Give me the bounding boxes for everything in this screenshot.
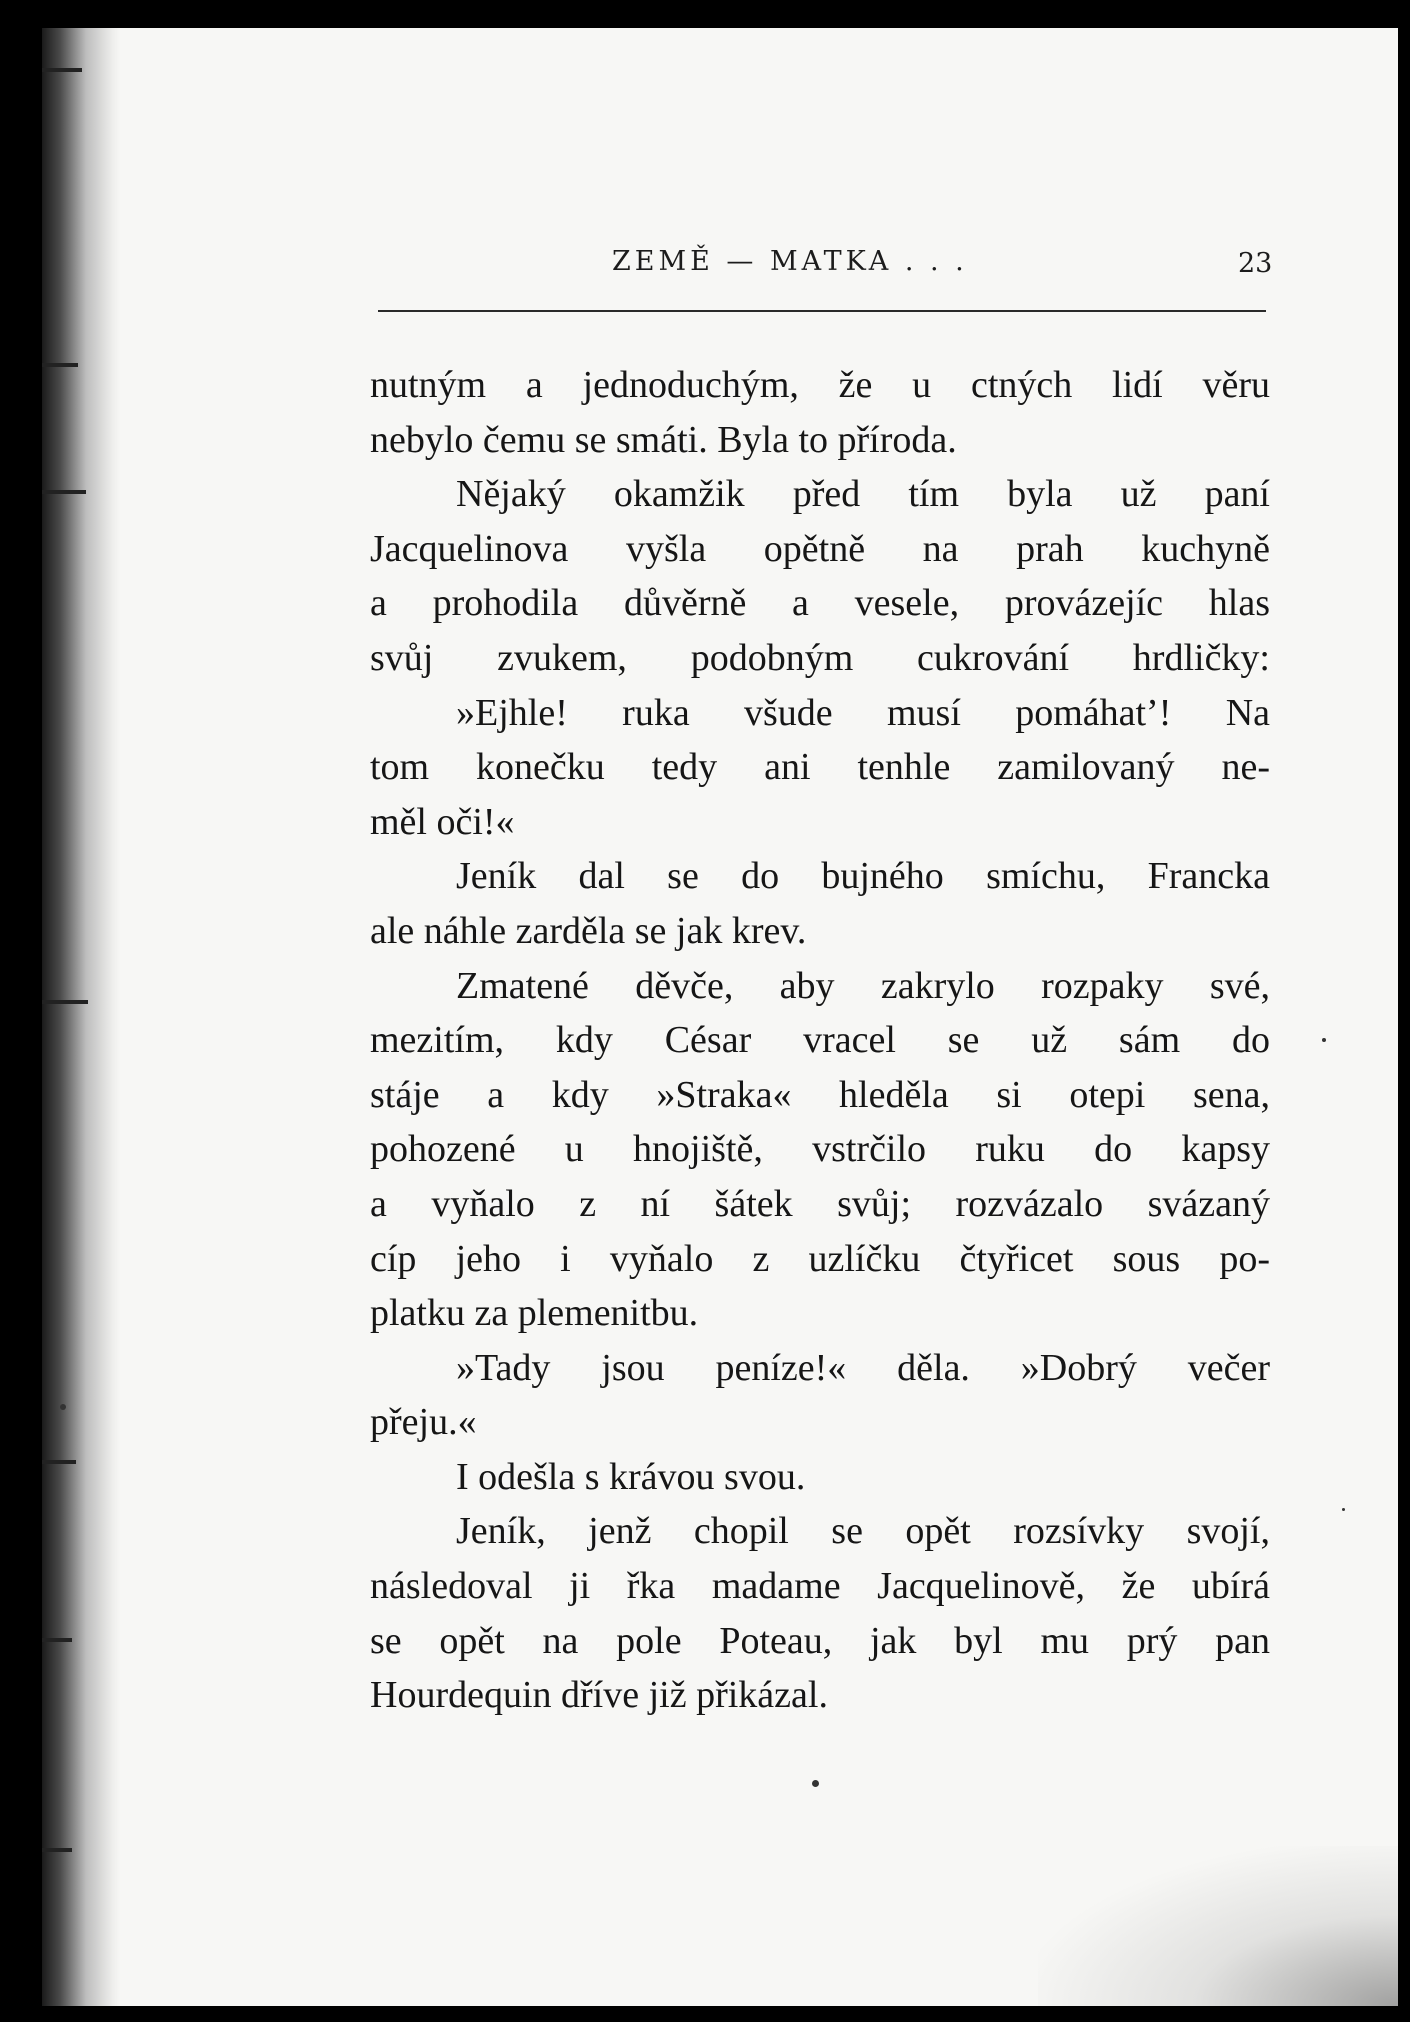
paper-speck bbox=[60, 1404, 66, 1410]
page-corner-shadow bbox=[1038, 1846, 1398, 2006]
text-line: a prohodila důvěrně a vesele, provázejíc hlas bbox=[370, 582, 1270, 625]
text-line: Jeník, jenž chopil se opět rozsívky svojí, bbox=[456, 1510, 1270, 1553]
page-number: 23 bbox=[1238, 248, 1273, 279]
book-page bbox=[42, 28, 1398, 2006]
paper-speck bbox=[812, 1780, 819, 1787]
paper-speck bbox=[1322, 1038, 1326, 1042]
text-line: »Ejhle! ruka všude musí pomáhat’! Na bbox=[456, 691, 1270, 734]
spine-mark bbox=[42, 490, 86, 494]
text-line: Zmatené děvče, aby zakrylo rozpaky své, bbox=[456, 964, 1270, 1007]
text-line: nutným a jednoduchým, že u ctných lidí věru bbox=[370, 364, 1270, 406]
text-line: tom konečku tedy ani tenhle zamilovaný ne- bbox=[370, 746, 1270, 789]
spine-mark bbox=[42, 1848, 72, 1852]
spine-mark bbox=[42, 68, 82, 72]
spine-mark bbox=[42, 1000, 88, 1004]
text-line: Jacquelinova vyšla opětně na prah kuchyně bbox=[370, 527, 1270, 570]
text-line: Jeník dal se do bujného smíchu, Francka bbox=[456, 855, 1270, 898]
header-rule bbox=[378, 310, 1266, 312]
text-line: přeju.« bbox=[370, 1401, 477, 1444]
body-text bbox=[370, 358, 1270, 1723]
text-line: měl oči!« bbox=[370, 800, 515, 843]
text-line: platku za plemenitbu. bbox=[370, 1292, 699, 1335]
text-line: nebylo čemu se smáti. Byla to příroda. bbox=[370, 418, 957, 461]
text-line: Hourdequin dříve již přikázal. bbox=[370, 1674, 828, 1717]
spine-mark bbox=[42, 1460, 76, 1464]
paper-speck bbox=[1342, 1508, 1345, 1511]
running-header: ZEMĚ — MATKA . . . bbox=[612, 246, 968, 277]
text-line: cíp jeho i vyňalo z uzlíčku čtyřicet sous po- bbox=[370, 1237, 1270, 1280]
text-line: a vyňalo z ní šátek svůj; rozvázalo svázaný bbox=[370, 1182, 1270, 1225]
text-line: »Tady jsou peníze!« děla. »Dobrý večer bbox=[456, 1346, 1270, 1389]
text-line: následoval ji řka madame Jacquelinově, že ubírá bbox=[370, 1565, 1270, 1608]
text-line: ale náhle zarděla se jak krev. bbox=[370, 909, 807, 952]
spine-mark bbox=[42, 1638, 72, 1642]
book-spine-shadow bbox=[42, 28, 120, 2006]
text-line: Nějaký okamžik před tím byla už paní bbox=[456, 473, 1270, 516]
text-line: stáje a kdy »Straka« hleděla si otepi sena, bbox=[370, 1073, 1270, 1116]
text-line: mezitím, kdy César vracel se už sám do bbox=[370, 1019, 1270, 1062]
text-line: svůj zvukem, podobným cukrování hrdličky: bbox=[370, 636, 1270, 679]
text-line: I odešla s krávou svou. bbox=[456, 1455, 806, 1498]
spine-mark bbox=[42, 363, 78, 367]
text-line: pohozené u hnojiště, vstrčilo ruku do kapsy bbox=[370, 1128, 1270, 1171]
text-line: se opět na pole Poteau, jak byl mu prý pan bbox=[370, 1619, 1270, 1662]
